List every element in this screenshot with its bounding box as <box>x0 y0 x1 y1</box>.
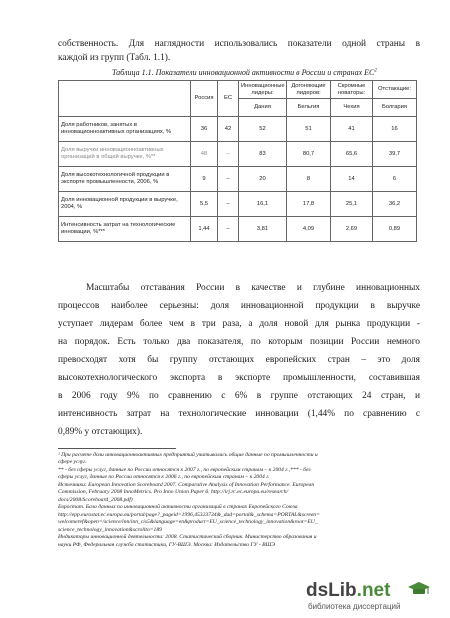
table-row <box>59 167 417 192</box>
cell-eu: 42 <box>218 117 239 142</box>
cell-eu: – <box>218 167 239 192</box>
footnote-line: ² При расчете доли инновационноактивных предприятий учитывались общие данные по промышленности и <box>58 452 318 458</box>
cell-catching: 51 <box>287 117 331 142</box>
country-leaders: Дания <box>239 99 287 117</box>
body-paragraph-line: на порядок. Есть только два показателя, по которым позиции России немного <box>58 337 420 347</box>
table-row <box>59 142 417 167</box>
footnote-line: Индикаторы инновационной деятельности: 2008. Статистический сборник. Министерство образования и <box>58 534 317 540</box>
cell-moderate: 14 <box>331 167 373 192</box>
cell-moderate: 2,69 <box>331 217 373 242</box>
country-moderate: Чехия <box>331 99 373 117</box>
footnote-line: Commission, February 2008 InnoMetrics. Pro Inno Union Paper 6. http://irj.rc.ec.europa.eu/research/ <box>58 489 289 495</box>
cell-eu: – <box>218 217 239 242</box>
watermark-brand-prefix: dsLib <box>306 580 357 601</box>
row-label: Доля инновационной продукции в выручке, 2004, % <box>59 192 191 217</box>
table-header-blank <box>59 81 191 117</box>
footnote-line: сфере услуг. <box>58 459 87 465</box>
table-header-row <box>59 81 417 99</box>
intro-line-2: каждой из групп (Табл. 1.1). <box>58 53 171 63</box>
footnote-line: docs/2008/Scoreboard_2008.pdf) <box>58 497 133 503</box>
cell-leaders: 83 <box>239 142 287 167</box>
cell-catching: 17,8 <box>287 192 331 217</box>
watermark-subtitle: библиотека диссертаций <box>308 602 401 611</box>
cell-moderate: 41 <box>331 117 373 142</box>
cell-moderate: 25,1 <box>331 192 373 217</box>
cell-russia: 48 <box>191 142 218 167</box>
header-eu: ЕС <box>218 81 239 117</box>
country-catching: Бельгия <box>287 99 331 117</box>
body-paragraph-line: интенсивность затрат на технологические инновации (1,44% по сравнению с <box>58 409 420 419</box>
cell-leaders: 16,1 <box>239 192 287 217</box>
row-label: Доля высокотехнологичной продукции в экспорте промышленности, 2006, % <box>59 167 191 192</box>
row-label: Интенсивность затрат на технологические инновации, %*** <box>59 217 191 242</box>
dslib-watermark <box>306 580 446 614</box>
body-paragraph-line: в 2006 году 9% по сравнению с 6% в группе отстающих 24 стран, и <box>58 391 420 401</box>
body-paragraph-line: превосходят хотя бы группу отстающих европейских стран – это доля <box>58 355 420 365</box>
header-catching: Догоняющие лидеров: <box>287 81 331 99</box>
header-moderate: Скромные новаторы: <box>331 81 373 99</box>
cell-russia: 36 <box>191 117 218 142</box>
table-row <box>59 117 417 142</box>
footnote-url-line[interactable]: science_technology_innovation&scrollto=189 <box>58 527 162 533</box>
body-paragraph-line: процессов наиболее серьезны: доля инновационной продукции в выручке <box>58 301 420 311</box>
watermark-brand <box>306 580 390 602</box>
body-paragraph-line: 0,89% у отстающих). <box>58 427 143 437</box>
cell-catching: 80,7 <box>287 142 331 167</box>
cell-leaders: 3,81 <box>239 217 287 242</box>
cell-lagging: 39,7 <box>373 142 417 167</box>
cell-catching: 4,09 <box>287 217 331 242</box>
table-caption <box>112 68 377 77</box>
cell-eu: – <box>218 142 239 167</box>
innovation-indicators-table <box>58 80 417 242</box>
country-lagging: Болгария <box>373 99 417 117</box>
table-caption-footnote-mark: 2 <box>374 68 377 74</box>
cell-lagging: 16 <box>373 117 417 142</box>
row-label: Доля выручки инновационноактивных организаций в общей выручке, %** <box>59 142 191 167</box>
watermark-brand-suffix: .net <box>356 580 391 601</box>
cell-lagging: 6 <box>373 167 417 192</box>
body-paragraph-line: Масштабы отставания России в качестве и глубине инновационных <box>86 283 420 293</box>
header-leaders: Инновационные лидеры: <box>239 81 287 99</box>
footnote-line: сферы услуг, данные по России относятся к 2006 г., по европейским странам – к 2004 г. <box>58 474 270 480</box>
body-paragraph-line: высокотехнологического экспорта в экспорте промышленности, составившая <box>58 373 420 383</box>
header-lagging: Отстающие: <box>373 81 417 99</box>
cell-russia: 5,5 <box>191 192 218 217</box>
table-row <box>59 192 417 217</box>
table-row <box>59 217 417 242</box>
cell-russia: 1,44 <box>191 217 218 242</box>
cell-leaders: 52 <box>239 117 287 142</box>
footnote-divider <box>58 448 176 449</box>
header-russia: Россия <box>191 81 218 117</box>
graduation-cap-icon <box>408 582 430 596</box>
cell-russia: 9 <box>191 167 218 192</box>
footnote-line: Источники: European Innovation Scoreboard 2007. Comparative Analysis of Innovation Performance. European <box>58 482 315 488</box>
table-caption-text: Таблица 1.1. Показатели инновационной активности в России и странах ЕС <box>112 68 375 77</box>
intro-line-1: собственность. Для наглядности использовались показатели одной страны в <box>58 39 420 49</box>
body-paragraph-line: уступает лидерам более чем в три раза, а доля новой для рынка продукции - <box>58 319 420 329</box>
cell-catching: 8 <box>287 167 331 192</box>
cell-leaders: 20 <box>239 167 287 192</box>
cell-moderate: 65,6 <box>331 142 373 167</box>
footnote-url-line[interactable]: http://epp.eurostat.ec.europa.eu/portal/page?_pageid=1996,45323734&_dad=portal&_schema=PORTAL&screen= <box>58 512 320 518</box>
cell-lagging: 0,89 <box>373 217 417 242</box>
footnote-line: науки РФ, Федеральная служба статистики, ГУ-ВШЭ. Москва: Издательство ГУ - ВШЭ <box>58 542 275 548</box>
footnote-line: Евростат. База данных по инновационной активности организаций в странах Европейского Союза <box>58 504 298 510</box>
footnote-url-line[interactable]: welcomeref&open=/science/inn/inn_cis5&language=en&product=EU_science_technology_innovation&root=EU_ <box>58 519 318 525</box>
row-label: Доля работников, занятых в инновационноактивных организациях, % <box>59 117 191 142</box>
cell-lagging: 36,2 <box>373 192 417 217</box>
footnote-line: ** - без сферы услуг, данные по России относятся к 2007 г., по европейским странам – к 2004 г.,*** - без <box>58 467 311 473</box>
cell-eu: – <box>218 192 239 217</box>
